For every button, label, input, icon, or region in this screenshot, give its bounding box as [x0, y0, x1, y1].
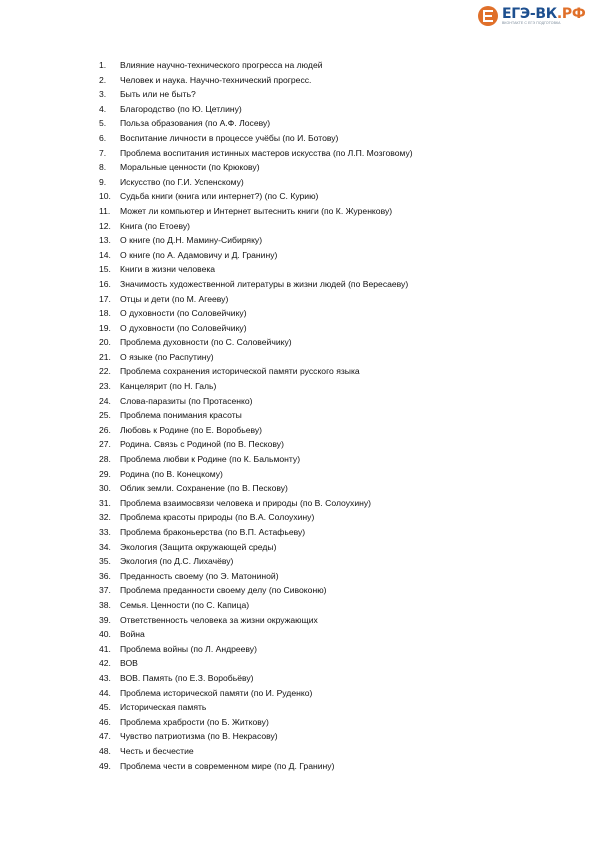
logo-tagline: ВКОНТАКТЕ С ЕГЭ ПОДГОТОВКА [502, 20, 561, 25]
topic-item [0, 335, 596, 350]
topic-item [0, 583, 596, 598]
site-logo [478, 6, 585, 26]
topic-title: Преданность своему (по Э. Матониной) [120, 570, 279, 581]
topic-number: 47. [99, 731, 111, 742]
topic-number: 18. [99, 308, 111, 319]
topic-number: 28. [99, 454, 111, 465]
topic-item [0, 175, 596, 190]
topic-item [0, 554, 596, 569]
topic-item [0, 423, 596, 438]
topic-item [0, 744, 596, 759]
topic-title: Облик земли. Сохранение (по В. Пескову) [120, 483, 288, 494]
topic-title: Проблема войны (по Л. Андрееву) [120, 643, 257, 654]
topic-title: Проблема любви к Родине (по К. Бальмонту) [120, 454, 301, 465]
topic-title: Родина (по В. Конецкому) [120, 468, 223, 479]
topic-item [0, 160, 596, 175]
topic-number: 30. [99, 483, 111, 494]
topic-number: 25. [99, 410, 111, 421]
topic-number: 16. [99, 278, 111, 289]
topic-item [0, 102, 596, 117]
topic-number: 36. [99, 570, 111, 581]
topic-title: ВОВ. Память (по Е.З. Воробьёву) [120, 672, 254, 683]
topic-item [0, 510, 596, 525]
topic-item [0, 87, 596, 102]
topic-number: 19. [99, 322, 111, 333]
topic-item [0, 686, 596, 701]
topic-number: 21. [99, 351, 111, 362]
topic-title: Проблема красоты природы (по В.А. Солоухину) [120, 512, 315, 523]
topic-item [0, 700, 596, 715]
topic-title: Влияние научно-технического прогресса на людей [120, 60, 323, 70]
topic-item [0, 189, 596, 204]
topic-title: Проблема взаимосвязи человека и природы (по В. Солоухину) [120, 497, 372, 508]
topic-number: 35. [99, 556, 111, 567]
topic-number: 15. [99, 264, 111, 275]
topic-title: Быть или не быть? [120, 89, 196, 100]
topic-title: Экология (по Д.С. Лихачёву) [120, 556, 234, 567]
topic-item [0, 364, 596, 379]
topic-title: Любовь к Родине (по Е. Воробьеву) [120, 424, 263, 435]
topic-number: 45. [99, 702, 111, 713]
topic-item [0, 306, 596, 321]
logo-suffix: .РФ [556, 5, 586, 22]
topic-title: О духовности (по Соловейчику) [120, 322, 247, 333]
topic-item [0, 408, 596, 423]
topic-title: Книга (по Етоеву) [120, 220, 191, 231]
topic-title: Историческая память [120, 702, 207, 713]
topic-number: 37. [99, 585, 111, 596]
topic-item [0, 759, 596, 774]
topic-number: 49. [99, 760, 111, 771]
topic-number: 22. [99, 366, 111, 377]
topic-title: Ответственность человека за жизни окружающих [120, 614, 318, 625]
topic-item [0, 248, 596, 263]
topic-title: Моральные ценности (по Крюкову) [120, 162, 260, 173]
topic-title: Значимость художественной литературы в жизни людей (по Вересаеву) [120, 278, 409, 289]
topic-number: 5. [99, 118, 107, 129]
topic-item [0, 496, 596, 511]
topic-number: 11. [99, 205, 111, 216]
topic-number: 29. [99, 468, 111, 479]
topic-item [0, 146, 596, 161]
topic-number: 46. [99, 716, 111, 727]
topic-item [0, 613, 596, 628]
topic-title: Воспитание личности в процессе учёбы (по И. Ботову) [120, 132, 339, 143]
topic-item [0, 394, 596, 409]
topic-title: Судьба книги (книга или интернет?) (по С. Курию) [120, 191, 319, 202]
topic-number: 26. [99, 424, 111, 435]
topic-number: 31. [99, 497, 111, 508]
topic-number: 48. [99, 745, 111, 756]
topic-title: О языке (по Распутину) [120, 351, 214, 362]
topic-number: 27. [99, 439, 111, 450]
topic-item [0, 321, 596, 336]
topic-title: О книге (по А. Адамовичу и Д. Гранину) [120, 249, 278, 260]
topic-item [0, 671, 596, 686]
logo-e-icon [478, 6, 498, 26]
topic-number: 42. [99, 658, 111, 669]
topic-title: Человек и наука. Научно-технический прогресс. [120, 74, 312, 85]
topic-number: 7. [99, 147, 107, 158]
topic-title: Война [120, 629, 145, 640]
topic-number: 2. [99, 74, 107, 85]
topic-number: 41. [99, 643, 111, 654]
topic-title: Проблема чести в современном мире (по Д. Гранину) [120, 760, 335, 771]
logo-brand: ЕГЭ-ВК [502, 5, 557, 22]
topic-item [0, 58, 596, 73]
topic-item [0, 598, 596, 613]
topic-title: Честь и бесчестие [120, 745, 194, 756]
topic-item [0, 233, 596, 248]
topic-item [0, 350, 596, 365]
topic-title: Канцелярит (по Н. Галь) [120, 381, 217, 392]
topic-number: 17. [99, 293, 111, 304]
topic-item [0, 569, 596, 584]
topic-item [0, 525, 596, 540]
topic-number: 20. [99, 337, 111, 348]
logo-text [502, 7, 585, 26]
topic-title: Отцы и дети (по М. Агееву) [120, 293, 229, 304]
topic-number: 6. [99, 132, 107, 143]
topic-title: Проблема храбрости (по Б. Житкову) [120, 716, 269, 727]
topic-title: ВОВ [120, 658, 138, 669]
topic-number: 40. [99, 629, 111, 640]
topic-title: Может ли компьютер и Интернет вытеснить книги (по К. Журенкову) [120, 205, 393, 216]
topic-number: 44. [99, 687, 111, 698]
topic-number: 8. [99, 162, 107, 173]
topic-number: 39. [99, 614, 111, 625]
topic-title: Слова-паразиты (по Протасенко) [120, 395, 253, 406]
topic-item [0, 656, 596, 671]
topic-title: Польза образования (по А.Ф. Лосеву) [120, 118, 271, 129]
topic-item [0, 715, 596, 730]
topic-title: Проблема духовности (по С. Соловейчику) [120, 337, 292, 348]
topic-item [0, 131, 596, 146]
topic-title: Книги в жизни человека [120, 264, 216, 275]
topic-title: Проблема исторической памяти (по И. Руденко) [120, 687, 313, 698]
topic-item [0, 262, 596, 277]
topic-item [0, 729, 596, 744]
topic-title: Чувство патриотизма (по В. Некрасову) [120, 731, 278, 742]
topic-title: Родина. Связь с Родиной (по В. Пескову) [120, 439, 284, 450]
topic-item [0, 642, 596, 657]
topic-title: Экология (Защита окружающей среды) [120, 541, 277, 552]
topic-title: О книге (по Д.Н. Мамину-Сибиряку) [120, 235, 263, 246]
topic-number: 1. [99, 60, 107, 70]
topic-item [0, 277, 596, 292]
topic-title: Семья. Ценности (по С. Капица) [120, 599, 250, 610]
topic-item [0, 627, 596, 642]
topic-number: 12. [99, 220, 111, 231]
topic-number: 4. [99, 103, 107, 114]
topic-title: О духовности (по Соловейчику) [120, 308, 247, 319]
topic-item [0, 379, 596, 394]
topic-item [0, 467, 596, 482]
topic-title: Проблема преданности своему делу (по Сивоконю) [120, 585, 327, 596]
topic-number: 33. [99, 527, 111, 537]
topic-item [0, 540, 596, 555]
topic-item [0, 292, 596, 307]
topic-item [0, 437, 596, 452]
topic-number: 3. [99, 89, 107, 100]
topic-number: 23. [99, 381, 111, 392]
topic-item [0, 73, 596, 88]
topic-number: 24. [99, 395, 111, 406]
topic-number: 32. [99, 512, 111, 523]
logo-brand-name [502, 7, 585, 21]
topic-item [0, 204, 596, 219]
topic-item [0, 452, 596, 467]
topic-title: Проблема браконьерства (по В.П. Астафьеву) [120, 527, 306, 537]
topic-item [0, 481, 596, 496]
topic-item [0, 116, 596, 131]
topic-number: 14. [99, 249, 111, 260]
topic-number: 9. [99, 176, 107, 187]
topic-number: 13. [99, 235, 111, 246]
topic-list [0, 58, 596, 773]
topic-number: 10. [99, 191, 111, 202]
topic-title: Проблема понимания красоты [120, 410, 242, 421]
topic-title: Проблема сохранения исторической памяти русского языка [120, 366, 360, 377]
topic-number: 43. [99, 672, 111, 683]
topic-title: Проблема воспитания истинных мастеров искусства (по Л.П. Мозговому) [120, 147, 413, 158]
topic-number: 34. [99, 541, 111, 552]
topic-title: Благородство (по Ю. Цетлину) [120, 103, 242, 114]
topic-item [0, 219, 596, 234]
topic-number: 38. [99, 599, 111, 610]
topic-title: Искусство (по Г.И. Успенскому) [120, 176, 244, 187]
